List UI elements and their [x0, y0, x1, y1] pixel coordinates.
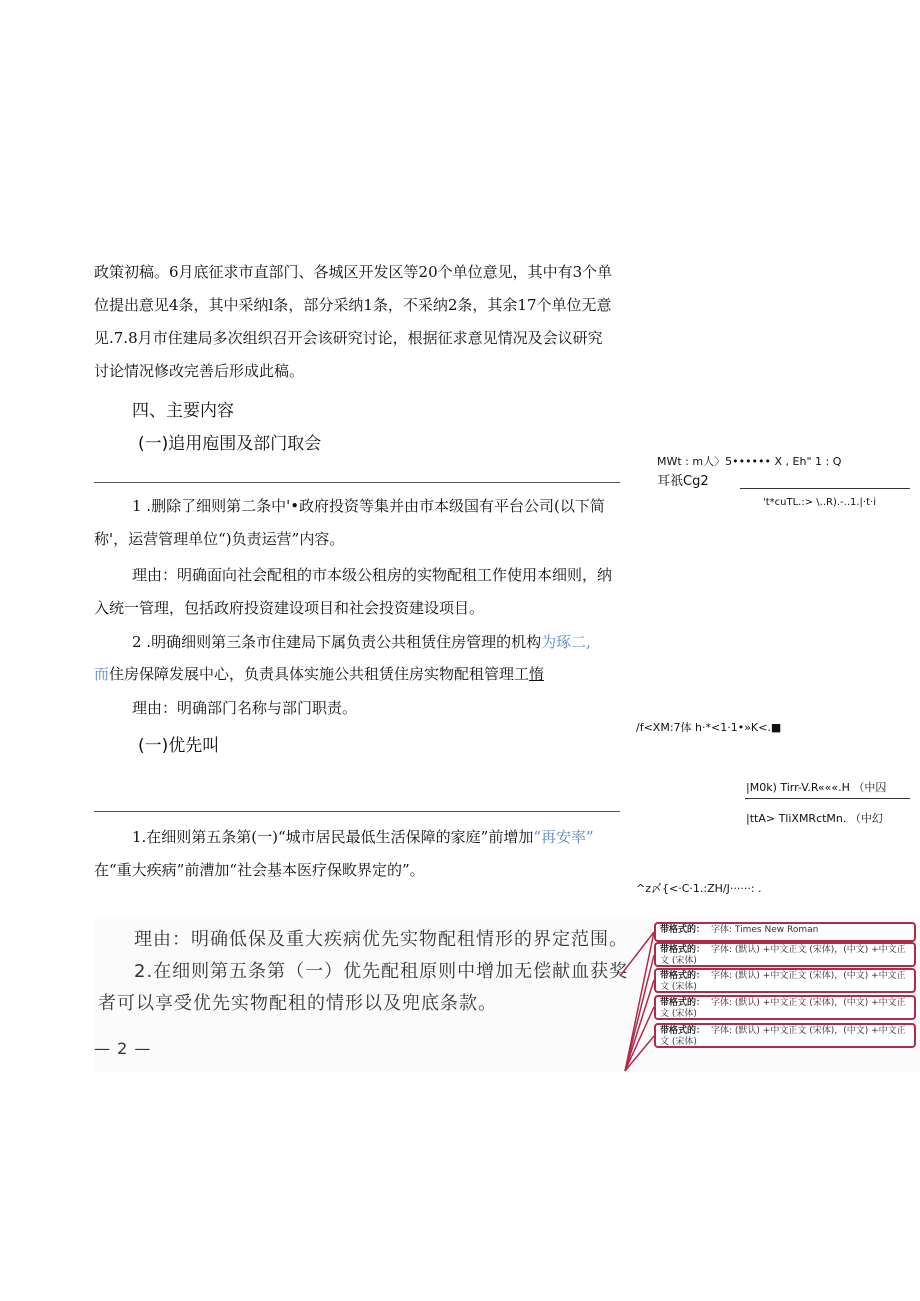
scan-text-line-3: 者可以享受优先实物配租的情形以及兜底条款。 — [98, 993, 497, 1014]
comment-balloon[interactable] — [654, 922, 916, 942]
comment-balloon[interactable] — [654, 995, 916, 1020]
reason-1-line-2: 入统一管理，包括政府投资建设项目和社会投资建设项目。 — [94, 599, 485, 617]
item-2-text: 2 .明确细则第三条市住建局下属负责公共租赁住房管理的机构 — [132, 633, 542, 651]
intro-line-1: 政策初稿。6月底征求市直部门、各城区开发区等20个单位意见，其中有3个单 — [94, 263, 613, 281]
comment-balloon[interactable] — [654, 968, 916, 993]
page-number: — 2 — — [94, 1039, 152, 1058]
comment-text: 字体: Times New Roman — [711, 925, 819, 935]
margin-note: MWt : m人〉5•••••• X , Eh" 1 : Q — [657, 455, 842, 468]
comment-label: 带格式的： — [660, 971, 706, 981]
comment-text: 字体: (默认) +中文正文 (宋体)，(中文) +中文正文 (宋体) — [660, 998, 906, 1019]
scan-text-line-2: 2.在细则第五条第（一）优先配租原则中增加无偿献血获奖 — [134, 961, 629, 982]
comment-balloon[interactable] — [654, 1023, 916, 1048]
reason-1-line-1: 理由：明确面向社会配租的市本级公租房的实物配租工作使用本细则，纳 — [132, 566, 613, 584]
margin-note: |M0k) Tirr-V.R«««.H （中囚 — [746, 781, 887, 794]
intro-line-2: 位提出意见4条，其中采纳l条，部分采纳1条，不采纳2条，其余17个单位无意 — [94, 296, 612, 314]
comment-label: 带格式的： — [660, 925, 706, 935]
underlined-text: 惰 — [529, 665, 545, 683]
item-1-line-1: 1 .删除了细则第二条中'•政府投资等集并由市本级国有平台公司(以下简 — [132, 497, 605, 515]
revision-mark: 而 — [94, 665, 110, 683]
subsection-heading-priority: (一)优先叫 — [138, 736, 220, 756]
revision-mark: 为琢二, — [541, 633, 591, 651]
item-1-line-2: 称'，运营管理单位“)负责运营”内容。 — [94, 530, 345, 548]
comment-text: 字体: (默认) +中文正文 (宋体)，(中文) +中文正文 (宋体) — [660, 945, 906, 966]
item-3-text: 1.在细则第五条第(一)“城市居民最低生活保障的家庭”前增加 — [132, 828, 534, 846]
margin-note: |ttA> TliXMRctMn. （中幻 — [746, 812, 883, 825]
margin-note: ^z〆{<·C·1.:ZH/J······: . — [636, 882, 762, 895]
intro-line-3: 见.7.8月市住建局多次组织召开会该研究讨论，根据征求意见情况及会议研究 — [94, 329, 603, 347]
intro-line-4: 讨论情况修改完善后形成此稿。 — [94, 362, 305, 380]
subsection-heading-scope: (一)追用庖围及部门取会 — [138, 434, 322, 454]
comment-text: 字体: (默认) +中文正文 (宋体)，(中文) +中文正文 (宋体) — [660, 1026, 906, 1047]
margin-note: /f<XM:7体 h·*<1·1•»K<.■ — [636, 721, 782, 734]
item-2-text: 住房保障发展中心，负责具体实施公共租赁住房实物配租管理工 — [109, 665, 530, 683]
comment-balloon[interactable] — [654, 942, 916, 967]
comment-text: 字体: (默认) +中文正文 (宋体)，(中文) +中文正文 (宋体) — [660, 971, 906, 992]
comment-label: 带格式的： — [660, 998, 706, 1008]
margin-note: 耳祇Cg2 — [657, 474, 709, 489]
reason-2: 理由：明确部门名称与部门职责。 — [132, 699, 358, 717]
item-3-line-2: 在“重大疾病”前漕加“社会基本医疗保畋界定的”。 — [94, 861, 425, 879]
comment-label: 带格式的： — [660, 945, 706, 955]
scan-text-line-1: 理由：明确低保及重大疾病优先实物配租情形的界定范围。 — [134, 929, 628, 950]
revision-mark: “再安率” — [533, 828, 594, 846]
section-heading-main-content: 四、主要内容 — [132, 401, 234, 421]
margin-note: 't*cuTL.:> \..R).-..1.|·t·i — [763, 497, 876, 508]
comment-label: 带格式的： — [660, 1026, 706, 1036]
